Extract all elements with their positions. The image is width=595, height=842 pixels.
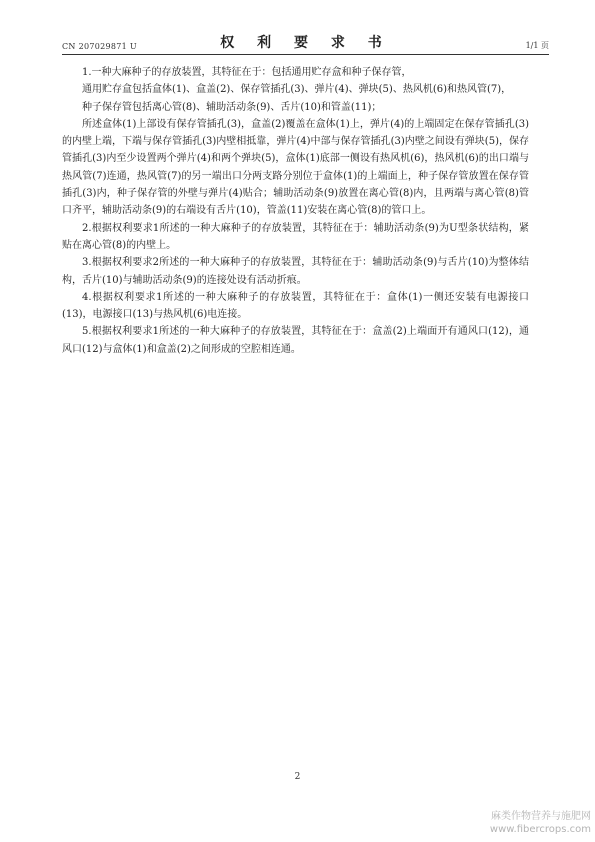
document-header [62, 28, 549, 55]
claim-1-storage-box: 通用贮存盒包括盒体(1)、盒盖(2)、保存管插孔(3)、弹片(4)、弹块(5)、热风机(6)和热风管(7)， [82, 84, 512, 96]
watermark [490, 810, 591, 836]
claim-1-preamble: 1.一种大麻种子的存放装置，其特征在于：包括通用贮存盒和种子保存管， [82, 67, 412, 78]
claim-2: 2.根据权利要求1所述的一种大麻种子的存放装置，其特征在于：辅助活动条(9)为U型条状结构，紧贴在离心管(8)的内壁上。 [62, 222, 529, 251]
claims-body [62, 64, 529, 358]
watermark-url: www.fibercrops.com [489, 824, 591, 835]
page-count: 1/1 页 [525, 41, 549, 50]
document-title: 权 利 要 求 书 [220, 35, 391, 51]
claim-4: 4.根据权利要求1所述的一种大麻种子的存放装置，其特征在于：盒体(1)一侧还安装有电源接口(13)，电源接口(13)与热风机(6)电连接。 [62, 291, 529, 321]
claim-3: 3.根据权利要求2所述的一种大麻种子的存放装置，其特征在于：辅助活动条(9)与舌片(10)为整体结构，舌片(10)与辅助活动条(9)的连接处设有活动折痕。 [62, 257, 529, 286]
claim-5: 5.根据权利要求1所述的一种大麻种子的存放装置，其特征在于：盒盖(2)上端面开有通风口(12)，通风口(12)与盒体(1)和盒盖(2)之间形成的空腔相连通。 [62, 326, 529, 355]
publication-number: CN 207029871 U [62, 42, 137, 51]
claim-1-structure: 所述盒体(1)上部设有保存管插孔(3)，盒盖(2)覆盖在盒体(1)上，弹片(4)的上端固定在保存管插孔(3)的内壁上端，下端与保存管插孔(3)内壁相抵靠，弹片(4)中部与保存管插孔(3)内壁之间设有弹块(5)，保存管插孔(3)内至少设置两个弹片(4)和两个弹块(5)，盒体(1)底部一侧设有热风机(6)，热风机(6)的出口端与热风管(7)连通，热风管(7)的另一端出口分两支路分别位于盒体(1)的上端面上，种子保存管放置在保存管插孔(3)内，种子保存管的外壁与弹片(4)贴合；辅助活动条(9)放置在离心管(8)内，且两端与离心管(8)管口齐平，辅助活动条(9)的右端设有舌片(10)，管盖(11)安装在离心管(8)的管口上。 [62, 118, 529, 217]
page-number: 2 [294, 772, 301, 782]
claim-1-seed-tube: 种子保存管包括离心管(8)、辅助活动条(9)、舌片(10)和管盖(11)； [82, 101, 382, 113]
watermark-site-name: 麻类作物营养与施肥网 [491, 811, 591, 822]
